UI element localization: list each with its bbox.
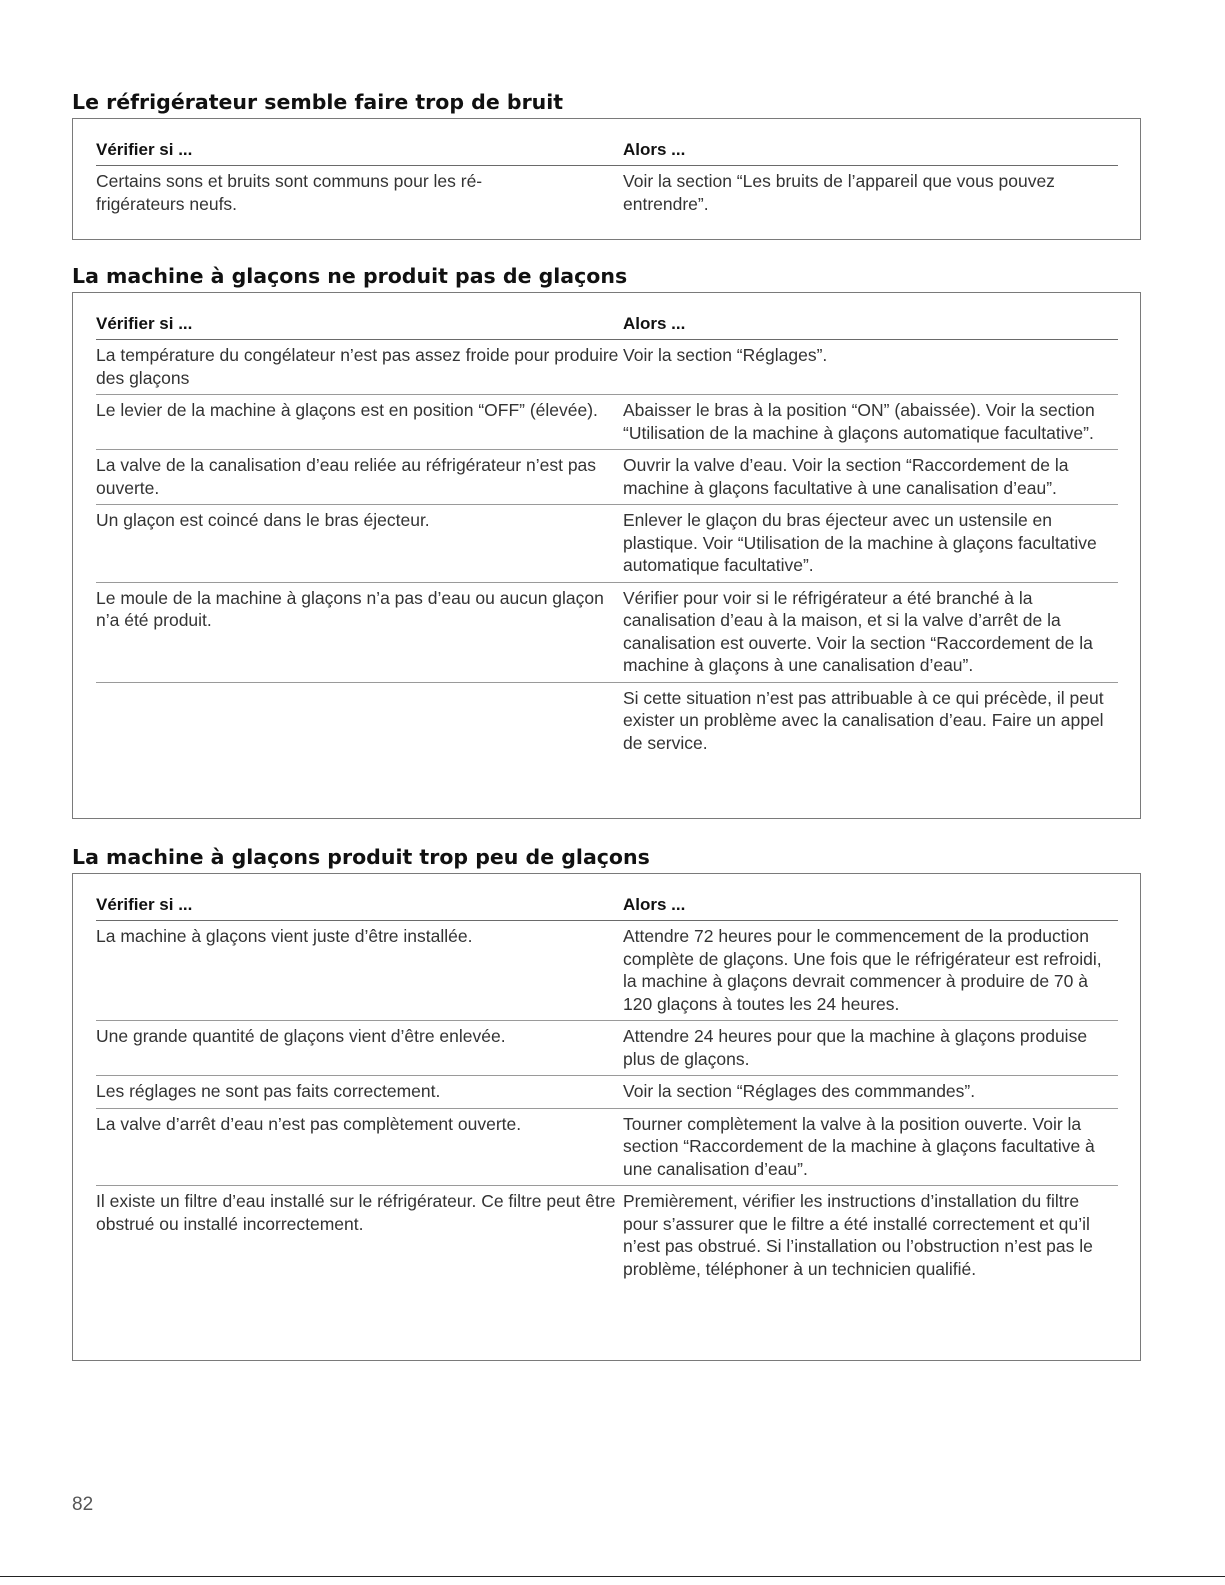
- check-cell: Une grande quantité de glaçons vient d’être enlevée.: [96, 1021, 623, 1076]
- action-cell: Si cette situation n’est pas attribuable à ce qui précède, il peut exister un problème avec la canalisation d’eau. Faire un appel de service.: [623, 687, 1104, 753]
- table-header-row: [96, 894, 1118, 921]
- column-header-check: Vérifier si ...: [96, 313, 623, 340]
- table-row: [96, 1021, 1118, 1076]
- table-row: [96, 682, 1118, 759]
- column-header-check: Vérifier si ...: [96, 139, 623, 166]
- troubleshoot-table: [96, 313, 1118, 759]
- action-cell: Voir la section “Réglages des commmandes”.: [623, 1076, 1118, 1109]
- troubleshoot-table: [96, 894, 1118, 1285]
- check-cell: Le levier de la machine à glaçons est en position “OFF” (élevée).: [96, 395, 623, 450]
- table-row: [96, 1076, 1118, 1109]
- table-row: [96, 582, 1118, 682]
- check-cell: Le moule de la machine à glaçons n’a pas d’eau ou aucun glaçon n’a été produit.: [96, 582, 623, 682]
- check-cell: Les réglages ne sont pas faits correctement.: [96, 1076, 623, 1109]
- table-row: [96, 340, 1118, 395]
- action-cell: Attendre 24 heures pour que la machine à glaçons produise plus de glaçons.: [623, 1021, 1118, 1076]
- action-cell: Voir la section “Les bruits de l’appareil que vous pouvez entrendre”.: [623, 171, 1055, 214]
- action-cell: Abaisser le bras à la position “ON” (abaissée). Voir la section “Utilisation de la machine à glaçons automatique facultative”.: [623, 395, 1118, 450]
- troubleshoot-table: [96, 139, 1118, 220]
- table-row: [96, 1186, 1118, 1286]
- table-row: [96, 1108, 1118, 1186]
- table-row: [96, 166, 1118, 221]
- check-cell: La valve d’arrêt d’eau n’est pas complètement ouverte.: [96, 1108, 623, 1186]
- table-row: [96, 395, 1118, 450]
- table-row: [96, 921, 1118, 1021]
- action-cell: Voir la section “Réglages”.: [623, 340, 1118, 395]
- troubleshoot-box: [72, 118, 1141, 240]
- section-title: Le réfrigérateur semble faire trop de bruit: [72, 90, 564, 114]
- section-title: La machine à glaçons produit trop peu de glaçons: [72, 845, 650, 869]
- action-cell: Vérifier pour voir si le réfrigérateur a été branché à la canalisation d’eau à la maison, et si la valve d’arrêt de la canalisation est ouverte. Voir la section “Raccordement de la machine à glaçons à une canalisation d’eau”.: [623, 582, 1118, 682]
- column-header-action: Alors ...: [623, 139, 1118, 166]
- check-cell: Un glaçon est coincé dans le bras éjecteur.: [96, 505, 623, 583]
- action-cell: Tourner complètement la valve à la position ouverte. Voir la section “Raccordement de la machine à glaçons facultative à une canalisation d’eau”.: [623, 1108, 1118, 1186]
- check-cell: Il existe un filtre d’eau installé sur le réfrigérateur. Ce filtre peut être obstrué ou installé incorrectement.: [96, 1191, 616, 1234]
- table-row: [96, 450, 1118, 505]
- check-cell: [96, 682, 623, 759]
- check-cell: La valve de la canalisation d’eau reliée au réfrigérateur n’est pas ouverte.: [96, 450, 623, 505]
- table-header-row: [96, 313, 1118, 340]
- action-cell: Ouvrir la valve d’eau. Voir la section “Raccordement de la machine à glaçons facultative à une canalisation d’eau”.: [623, 450, 1118, 505]
- page-number: 82: [72, 1494, 94, 1515]
- check-cell: La température du congélateur n’est pas assez froide pour produire des glaçons: [96, 340, 623, 395]
- troubleshoot-box: [72, 873, 1141, 1361]
- action-cell: Attendre 72 heures pour le commencement de la production complète de glaçons. Une fois que le réfrigérateur est refroidi, la machine à glaçons devrait commencer à produire de 70 à 120 glaçons à toutes les 24 heures.: [623, 921, 1118, 1021]
- column-header-check: Vérifier si ...: [96, 894, 623, 921]
- bottom-divider: [0, 1576, 1225, 1577]
- column-header-action: Alors ...: [623, 894, 1118, 921]
- troubleshoot-box: [72, 292, 1141, 819]
- action-cell: Enlever le glaçon du bras éjecteur avec un ustensile en plastique. Voir “Utilisation de la machine à glaçons facultative automatique facultative”.: [623, 505, 1118, 583]
- action-cell: Premièrement, vérifier les instructions d’installation du filtre pour s’assurer que le filtre a été installé correctement et qu’il n’est pas obstrué. Si l’installation ou l’obstruction n’est pas le problème, téléphoner à un technicien qualifié.: [623, 1191, 1093, 1279]
- check-cell: Certains sons et bruits sont communs pour les ré- frigérateurs neufs.: [96, 171, 483, 214]
- section-title: La machine à glaçons ne produit pas de glaçons: [72, 264, 628, 288]
- check-cell: La machine à glaçons vient juste d’être installée.: [96, 921, 623, 1021]
- table-header-row: [96, 139, 1118, 166]
- table-row: [96, 505, 1118, 583]
- column-header-action: Alors ...: [623, 313, 1118, 340]
